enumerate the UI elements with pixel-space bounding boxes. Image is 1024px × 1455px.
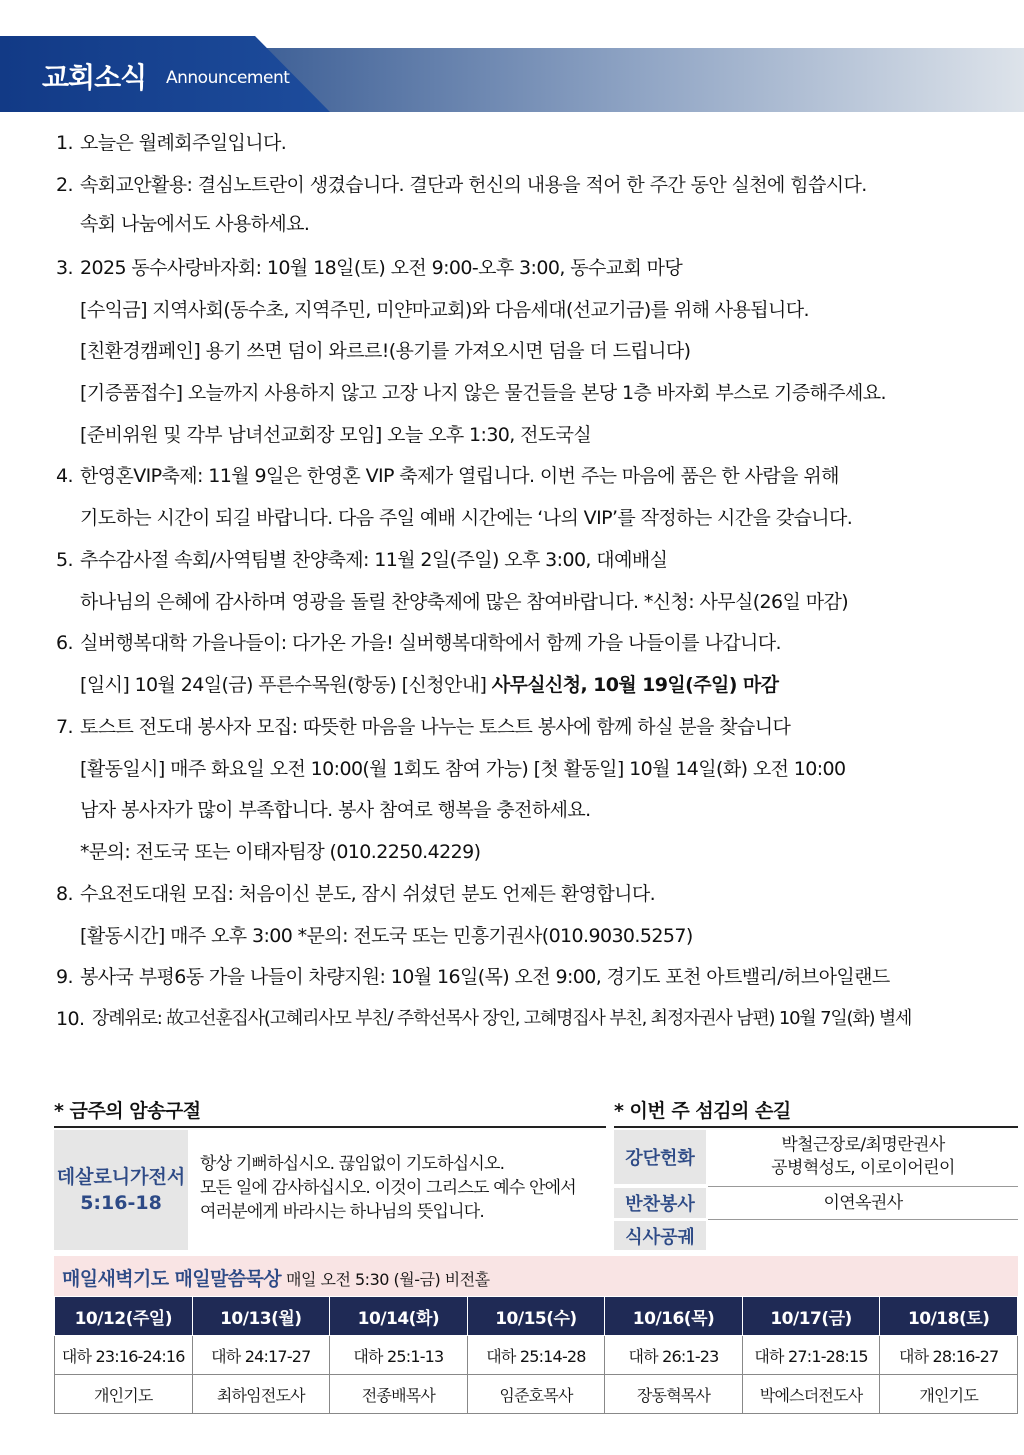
item-number: 5. — [56, 549, 73, 571]
service-value — [708, 1221, 1018, 1250]
item-number: 10. — [56, 1008, 85, 1030]
verse-line: 여러분에게 바라시는 하나님의 뜻입니다. — [200, 1202, 484, 1222]
divider — [708, 1219, 1018, 1220]
schedule-day: 10/17(금) — [742, 1297, 880, 1336]
item-line: [수익금] 지역사회(동수초, 지역주민, 미얀마교회)와 다음세대(선교기금)를 위해 사용됩니다. — [80, 299, 809, 321]
item-line: 오늘은 월례회주일입니다. — [80, 132, 287, 154]
service-value-line: 이연옥권사 — [823, 1192, 903, 1213]
item-line: 토스트 전도대 봉사자 모집: 따뜻한 마음을 나누는 토스트 봉사에 함께 하실 분을 찾습니다 — [80, 716, 791, 738]
item-line: 하나님의 은혜에 감사하며 영광을 돌릴 찬양축제에 많은 참여바랍니다. *신청: 사무실(26일 마감) — [80, 591, 849, 613]
item-line: 속회교안활용: 결심노트란이 생겼습니다. 결단과 헌신의 내용을 적어 한 주간 동안 실천에 힘씁시다. — [80, 174, 867, 196]
schedule-leader-row — [55, 1375, 1018, 1414]
divider — [708, 1186, 1018, 1187]
item-number: 9. — [56, 966, 73, 988]
schedule-leader: 장동혁목사 — [605, 1375, 743, 1414]
schedule-day: 10/18(토) — [880, 1297, 1018, 1336]
item-number: 4. — [56, 465, 73, 487]
schedule-passage: 대하 25:14-28 — [467, 1336, 605, 1375]
schedule-leader: 박에스더전도사 — [742, 1375, 880, 1414]
memory-verse-heading: * 금주의 암송구절 — [54, 1100, 201, 1122]
item-line: 봉사국 부평6동 가을 나들이 차량지원: 10월 16일(목) 오전 9:00, 경기도 포천 아트밸리/허브아일랜드 — [80, 966, 890, 988]
service-label: 강단헌화 — [614, 1130, 706, 1184]
schedule-leader: 임준호목사 — [467, 1375, 605, 1414]
reference-book: 데살로니가전서 — [56, 1166, 186, 1188]
item-line: [친환경캠페인] 용기 쓰면 덤이 와르르!(용기를 가져오시면 덤을 더 드립니다) — [80, 340, 691, 362]
service-label: 식사공궤 — [614, 1221, 706, 1250]
service-value-line: 박철근장로/최명란권사 — [781, 1135, 945, 1155]
item-number: 1. — [56, 132, 73, 154]
schedule-day: 10/15(수) — [467, 1297, 605, 1336]
item-line: 실버행복대학 가을나들이: 다가온 가을! 실버행복대학에서 함께 가을 나들이를 나갑니다. — [80, 632, 781, 654]
service-value-line: 공병혁성도, 이로이어린이 — [771, 1158, 955, 1178]
item-line — [80, 673, 778, 697]
service-value — [708, 1188, 1018, 1218]
schedule-passage: 대하 26:1-23 — [605, 1336, 743, 1375]
item-line: 한영혼VIP축제: 11월 9일은 한영혼 VIP 축제가 열립니다. 이번 주는 마음에 품은 한 사람을 위해 — [80, 465, 839, 487]
schedule-day: 10/16(목) — [605, 1297, 743, 1336]
dawn-prayer-title: 매일새벽기도 매일말씀묵상 — [62, 1268, 282, 1290]
item-line: [준비위원 및 각부 남녀선교회장 모임] 오늘 오후 1:30, 전도국실 — [80, 424, 592, 446]
item-number: 3. — [56, 257, 73, 279]
verse-line: 항상 기뻐하십시오. 끊임없이 기도하십시오. — [200, 1154, 505, 1174]
schedule-passage: 대하 25:1-13 — [330, 1336, 468, 1375]
schedule-passage: 대하 28:16-27 — [880, 1336, 1018, 1375]
schedule-day: 10/12(주일) — [55, 1297, 193, 1336]
verse-line: 모든 일에 감사하십시오. 이것이 그리스도 예수 안에서 — [200, 1178, 576, 1198]
item-line: 속회 나눔에서도 사용하세요. — [80, 213, 310, 235]
item-line: [기증품접수] 오늘까지 사용하지 않고 고장 나지 않은 물건들을 본당 1층 바자회 부스로 기증해주세요. — [80, 382, 886, 404]
item-number: 2. — [56, 174, 73, 196]
schedule-day: 10/14(화) — [330, 1297, 468, 1336]
schedule-leader: 개인기도 — [880, 1375, 1018, 1414]
header-banner-shape — [0, 36, 1024, 112]
item-number: 7. — [56, 716, 73, 738]
page-subtitle: Announcement — [166, 68, 290, 88]
item-line: 추수감사절 속회/사역팀별 찬양축제: 11월 2일(주일) 오후 3:00, 대예배실 — [80, 549, 668, 571]
schedule-passage: 대하 23:16-24:16 — [55, 1336, 193, 1375]
dawn-prayer-info: 매일 오전 5:30 (월-금) 비전홀 — [286, 1270, 490, 1289]
schedule-day: 10/13(월) — [192, 1297, 330, 1336]
divider — [54, 1126, 606, 1128]
item-line: [활동일시] 매주 화요일 오전 10:00(월 1회도 참여 가능) [첫 활동일] 10월 14일(화) 오전 10:00 — [80, 758, 846, 780]
schedule-leader: 전종배목사 — [330, 1375, 468, 1414]
item-line-plain: [일시] 10월 24일(금) 푸른수목원(항동) [신청안내] — [80, 674, 492, 696]
reference-verse: 5:16-18 — [80, 1192, 162, 1214]
item-line: *문의: 전도국 또는 이태자팀장 (010.2250.4229) — [80, 841, 481, 863]
schedule-passage: 대하 27:1-28:15 — [742, 1336, 880, 1375]
schedule-leader: 개인기도 — [55, 1375, 193, 1414]
schedule-header-row — [55, 1297, 1018, 1336]
item-line: 장례위로: 故고선훈집사(고혜리사모 부친/ 주학선목사 장인, 고혜명집사 부친, 최정자권사 남편) 10월 7일(화) 별세 — [92, 1008, 912, 1029]
schedule-passage: 대하 24:17-27 — [192, 1336, 330, 1375]
service-heading: * 이번 주 섬김의 손길 — [614, 1100, 791, 1122]
item-line: 2025 동수사랑바자회: 10월 18일(토) 오전 9:00-오후 3:00, 동수교회 마당 — [80, 257, 683, 279]
header-banner — [0, 36, 1024, 112]
divider — [614, 1126, 1018, 1128]
page-title: 교회소식 — [42, 61, 147, 94]
item-number: 8. — [56, 883, 73, 905]
service-label: 반찬봉사 — [614, 1188, 706, 1218]
item-number: 6. — [56, 632, 73, 654]
schedule-leader: 최하임전도사 — [192, 1375, 330, 1414]
item-line-bold: 사무실신청, 10월 19일(주일) 마감 — [491, 674, 779, 696]
item-line: 남자 봉사자가 많이 부족합니다. 봉사 참여로 행복을 충전하세요. — [80, 799, 591, 821]
memory-verse-text — [200, 1152, 605, 1224]
schedule-passage-row — [55, 1336, 1018, 1375]
memory-verse-reference — [54, 1130, 188, 1250]
item-line: [활동시간] 매주 오후 3:00 *문의: 전도국 또는 민흥기권사(010.9030.5257) — [80, 925, 693, 947]
item-line: 기도하는 시간이 되길 바랍니다. 다음 주일 예배 시간에는 ‘나의 VIP’를 작정하는 시간을 갖습니다. — [80, 507, 853, 529]
dawn-prayer-schedule — [54, 1296, 1018, 1414]
service-value — [708, 1130, 1018, 1184]
item-line: 수요전도대원 모집: 처음이신 분도, 잠시 쉬셨던 분도 언제든 환영합니다. — [80, 883, 656, 905]
